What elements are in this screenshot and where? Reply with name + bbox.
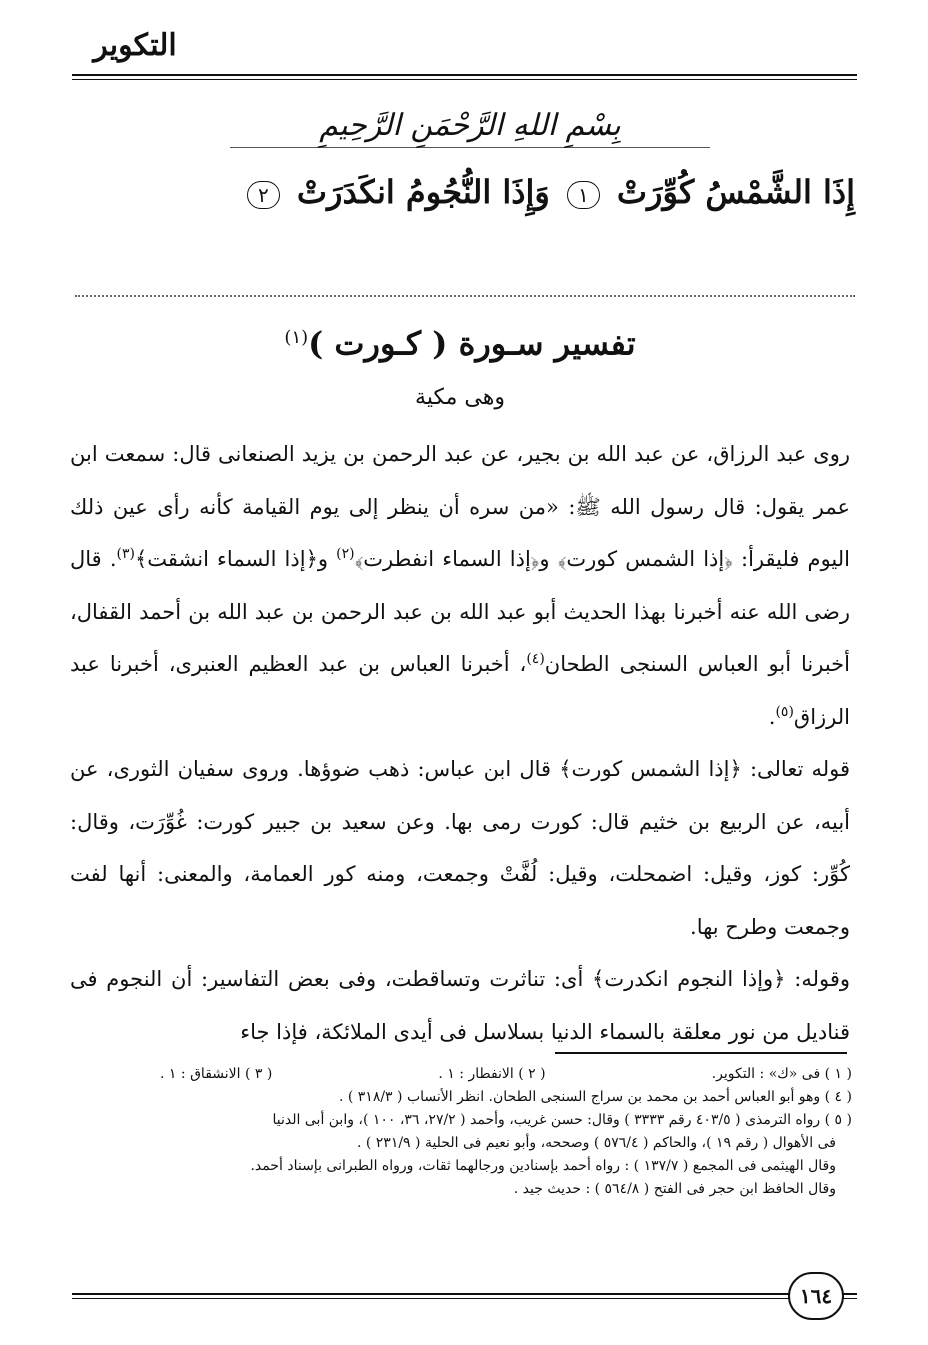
paragraph-1-part-b: و﴿إذا السماء انشقت﴾ [134,547,329,571]
header-rule-thick [72,74,857,76]
footnote-5-line-2: فى الأهوال ( رقم ١٩ )، والحاكم ( ٥٧٦/٤ ) وصححه، وأبو نعيم فى الحلية ( ٢٣١/٩ ) . [356,1135,836,1151]
footnote-5-line-4: وقال الحافظ ابن حجر فى الفتح ( ٥٦٤/٨ ) : حديث جيد . [513,1181,836,1197]
footnote-ref-4: (٤) [526,651,545,667]
header-rule-thin [72,79,857,80]
footnote-5-line-3: وقال الهيثمى فى المجمع ( ١٣٧/٧ ) : رواه أحمد بإسنادين ورجالهما ثقات، ورواه الطبرانى بإسناد أحمد. [250,1158,836,1174]
surah-subtitle: وهى مكية [415,385,505,410]
footnote-1: ( ١ ) فى «ك» : التكوير. [711,1066,852,1082]
ayah-number-1: ١ [567,181,600,209]
paragraph-1-part-c: . قال رضى الله عنه أخبرنا بهذا الحديث أبو عبد الله بن عبد الرحمن بن عبد الله بن أحمد القفال، أخبرنا أبو العباس السنجى الطحان [70,547,850,676]
paragraph-1-part-d: ، أخبرنا العباس بن عبد العظيم العنبرى، أخبرنا عبد الرزاق [70,652,850,729]
footnote-3: ( ٣ ) الانشقاق : ١ . [160,1066,273,1082]
paragraph-3: وقوله: ﴿وإذا النجوم انكدرت﴾ أى: تناثرت وتساقطت، وفى بعض التفاسير: أن النجوم فى قناديل من نور معلقة بالسماء الدنيا بسلاسل فى أيدى الملائكة، فإذا جاء [70,967,850,1044]
paragraph-2: قوله تعالى: ﴿إذا الشمس كورت﴾ قال ابن عباس: ذهب ضوؤها. وروى سفيان الثورى، عن أبيه، عن الربيع بن خثيم قال: كورت رمى بها. وعن سعيد بن جبير كورت: غُوِّرَت، وقال: كُوِّر: كوز، وقيل: اضمحلت، وقيل: لُفَّتْ وجمعت، ومنه كور العمامة، والمعنى: أنها لفت وجمعت وطرح بها. [70,757,850,939]
running-header-title: التكوير [93,28,177,63]
paragraph-1-part-e: . [768,704,776,729]
verse-2-text: وَإِذَا النُّجُومُ انكَدَرَتْ [296,173,550,211]
footnote-4: ( ٤ ) وهو أبو العباس أحمد بن محمد بن سراج السنجى الطحان. انظر الأنساب ( ٣١٨/٣ ) . [338,1089,852,1105]
ayah-number-2: ٢ [247,181,280,209]
basmala: بِسْمِ اللهِ الرَّحْمَنِ الرَّحِيمِ [230,108,710,148]
section-divider [75,295,855,297]
quran-verses [70,168,855,216]
paragraph-1 [70,428,850,743]
verse-1-text: إِذَا الشَّمْسُ كُوِّرَتْ [616,173,855,211]
body-text [70,428,850,1058]
footnote-ref-2: (٢) [336,546,355,562]
surah-heading [150,315,770,367]
footnote-2: ( ٢ ) الانفطار : ١ . [438,1066,546,1082]
footnotes-row-1 [70,1063,860,1086]
surah-heading-text: تفسير سـورة ( كـورت ) [308,324,636,363]
paragraph-1-part-a: روى عبد الرزاق، عن عبد الله بن بجير، عن عبد الرحمن بن يزيد الصنعانى قال: سمعت ابن عمر يقول: قال رسول الله ﷺ: «من سره أن ينظر إلى يوم القيامة كأنه رأى عين ذلك اليوم فليقرأ: ﴿إذا الشمس كورت﴾ و﴿إذا السماء انفطرت﴾ [70,442,850,571]
page-number: ١٦٤ [788,1272,844,1320]
footer-rule-thick [72,1293,857,1295]
footnote-ref-5: (٥) [775,703,794,720]
footer-rule-thin [72,1298,857,1299]
footnotes [70,1063,860,1201]
footnote-rule [555,1052,847,1054]
footnote-ref-3: (٣) [116,546,135,562]
surah-heading-footnote-ref: (١) [284,327,309,348]
footnote-5-line-1: ( ٥ ) رواه الترمذى ( ٤٠٣/٥ رقم ٣٣٣٣ ) وقال: حسن غريب، وأحمد ( ٢٧/٢، ٣٦، ١٠٠ )، وابن أبى الدنيا [272,1112,852,1128]
